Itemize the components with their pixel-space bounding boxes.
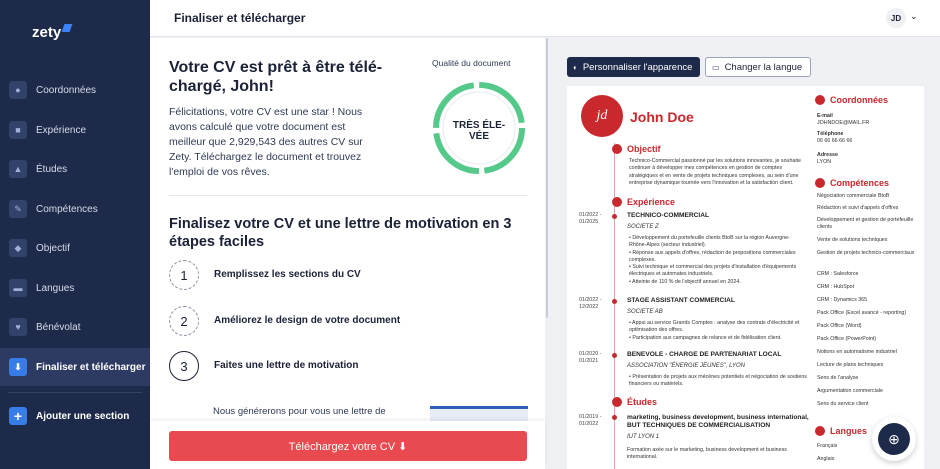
graduation-cap-icon: ▲ [9,160,27,178]
education-title: marketing, business development, business international, BUT TECHNIQUES DE COMMERCIALISATION [627,414,809,429]
step-3-number: 3 [169,351,199,381]
cv-objectif-text: Technico-Commercial passionné par les solutions innovantes, je souhaite continuer à développer mes compétences en gestion de comptes stratégiques et en vente de projets techniques complexes, au sein d'une entreprise dynamique tournée vers l'innovation et la satisfaction client. [629,158,801,186]
sidebar-item-label: Compétences [36,203,98,215]
skill-item: Sens de l'analyse [817,375,859,381]
header [150,0,940,37]
cv-name: John Doe [630,109,694,125]
email-label: E-mail [817,113,833,119]
skill-item: Pack Office (Excel avancé - reporting) [817,310,907,316]
skill-item: Gestion de projets technico-commerciaux [817,250,915,256]
section-dot-icon [612,144,622,154]
cv-photo: jd [581,95,623,137]
pen-icon: ✎ [9,200,27,218]
job-2-dates: 01/2022 - 12/2022 [579,297,602,310]
section-dot-icon [612,397,622,407]
briefcase-icon: ■ [9,121,27,139]
skill-item: CRM : Salesforce [817,271,859,277]
quality-value [431,120,527,142]
job-2-title: STAGE ASSISTANT COMMERCIAL [627,297,735,304]
sidebar-item-objectif[interactable] [0,229,150,267]
download-icon: ⬇ [9,358,27,376]
language-icon: ▭ [712,62,720,72]
phone-value: 06 66 66 66 66 [817,138,853,144]
sidebar-item-label: Coordonnées [36,84,97,96]
customize-label: Personnaliser l'apparence [582,61,693,73]
phone-label: Téléphone [817,131,844,137]
skill-item: Lecture de plans techniques [817,362,884,368]
ready-heading: Votre CV est prêt à être télé-chargé, John! [169,59,383,95]
add-section-label: Ajouter une section [36,410,130,422]
language-item: Français [817,443,838,449]
education-dates: 01/2019 - 01/2022 [579,414,602,427]
heart-icon: ♥ [9,318,27,336]
skill-item: CRM : Dynamics 365 [817,297,868,303]
download-bar [150,421,545,469]
avatar[interactable]: JD [886,8,906,28]
sidebar-item-label: Expérience [36,124,87,136]
email-value: JOHNDOE@MAIL.FR [817,120,870,126]
cv-objectif-title: Objectif [612,144,661,154]
job-3-company: ASSOCIATION "ÉNERGIE JEUNES", LYON [627,363,745,369]
section-dot-icon [815,426,825,436]
steps-heading: Finalisez votre CV et une lettre de motivation en 3 étapes faciles [169,216,512,250]
cv-langues-title: Langues [815,426,867,436]
sidebar-item-benevolat[interactable] [0,308,150,346]
zoom-button[interactable] [872,417,916,461]
skill-item: Vente de solutions techniques [817,237,888,243]
skill-item: Pack Office (PowerPoint) [817,336,877,342]
cover-letter-note: Nous générerons pour vous une lettre de [213,406,386,417]
job-1-bullets: • Développement du portefeuille clients BtoB sur la région Auvergne-Rhône-Alpes (secteur industriel). • Réponse aux appels d'offres, rédaction de propositions commerciales complexes. • Suivi technique et commercial des projets d'installation d'équipements électriques et automates industriels. • Atteinte de 110 % de l'objectif annuel en 2024. [629,235,797,285]
skill-item: Argumentation commerciale [817,388,883,394]
quality-label: Qualité du document [432,58,511,68]
timeline-dot [612,299,617,304]
skill-item: Notions en automatisme industriel [817,349,897,355]
skill-item: CRM : HubSpot [817,284,855,290]
sidebar-item-langues[interactable] [0,269,150,307]
timeline-dot [612,353,617,358]
job-2-company: SOCIETE AB [627,309,663,315]
step-2-label: Améliorez le design de votre document [214,315,401,326]
cv-etudes-title: Études [612,397,657,407]
quality-value-line2: VÉE [468,131,489,142]
education-detail: Formation axée sur le marketing, business development et business international. [627,447,787,461]
zoom-in-icon: ⊕ [878,423,910,455]
cv-experience-title: Expérience [612,197,675,207]
user-icon: ● [9,81,27,99]
change-language-button[interactable] [705,57,811,77]
step-2-number: 2 [169,306,199,336]
step-1-number: 1 [169,260,199,290]
job-1-title: TECHNICO-COMMERCIAL [627,212,710,219]
section-dot-icon [815,178,825,188]
page-title: Finaliser et télécharger [174,11,306,25]
zety-logo[interactable]: zety [32,24,71,41]
timeline-dot [612,214,617,219]
sidebar-divider [8,392,142,393]
job-2-bullets: • Appui au service Grands Comptes : analyse des contrats d'électricité et optimisation des offres. • Participation aux campagnes de relance et de fidélisation client. [629,320,800,341]
sidebar-item-finaliser[interactable] [0,348,150,386]
chevron-down-icon[interactable]: ⌄ [910,11,918,21]
sidebar-item-competences[interactable] [0,190,150,228]
sidebar-item-label: Objectif [36,242,70,254]
step-1-label: Remplissez les sections du CV [214,269,361,280]
job-1-dates: 01/2022 - 01/2025 [579,212,602,225]
logo-mark-icon [62,24,73,32]
customize-appearance-button[interactable] [567,57,700,77]
chat-bubble-icon: ◆ [9,239,27,257]
sidebar-item-coordonnees[interactable] [0,71,150,109]
sidebar-item-label: Langues [36,282,75,294]
cv-competences-title: Compétences [815,178,889,188]
step-3-label: Faites une lettre de motivation [214,360,359,371]
job-3-dates: 01/2020 - 01/2021 [579,351,602,364]
language-item: Anglais [817,456,835,462]
cv-preview-panel [548,38,940,469]
job-1-company: SOCIETE Z [627,224,659,230]
sidebar-item-label: Études [36,163,68,175]
skill-item: Sens du service client [817,401,869,407]
download-cv-button[interactable]: Téléchargez votre CV ⬇ [169,431,527,461]
sidebar [0,0,150,469]
section-dot-icon [612,197,622,207]
sidebar-item-etudes[interactable] [0,150,150,188]
timeline-dot [612,415,617,420]
sidebar-item-label: Finaliser et télécharger [36,361,146,373]
quality-value-line1: TRÈS ÉLE- [452,120,506,131]
section-dot-icon [815,95,825,105]
plus-icon: + [9,407,27,425]
main-panel [150,38,545,469]
job-3-title: BENEVOLE - CHARGE DE PARTENARIAT LOCAL [627,351,782,358]
address-value: LYON [817,159,832,165]
sidebar-item-experience[interactable] [0,111,150,149]
address-label: Adresse [817,152,838,158]
add-section-button[interactable] [0,398,150,434]
palette-icon: ◐ [573,62,578,72]
education-school: IUT LYON 1 [627,434,660,440]
cv-coordonnees-title: Coordonnées [815,95,888,105]
id-card-icon: ▬ [9,279,27,297]
cv-timeline [614,143,615,469]
intro-text: Félicitations, votre CV est une star ! Nous avons calculé que votre document est meilleur que 2,929,543 des autres CV sur Zety. Téléchargez le document et trouvez l'emploi de vos rêves. [169,106,363,178]
skill-item: Rédaction et suivi d'appels d'offres [817,205,899,211]
skill-item: Pack Office (Word) [817,323,862,329]
skill-item: Développement et gestion de portefeuille clients [817,217,914,230]
skill-item: Négociation commerciale BtoB [817,193,890,199]
divider [169,195,527,196]
cv-page[interactable] [567,86,924,469]
language-label: Changer la langue [724,61,803,73]
sidebar-item-label: Bénévolat [36,321,81,333]
job-3-bullets: • Présentation de projets aux mécènes potentiels et négociation de soutiens financiers ou matériels. [629,374,807,388]
